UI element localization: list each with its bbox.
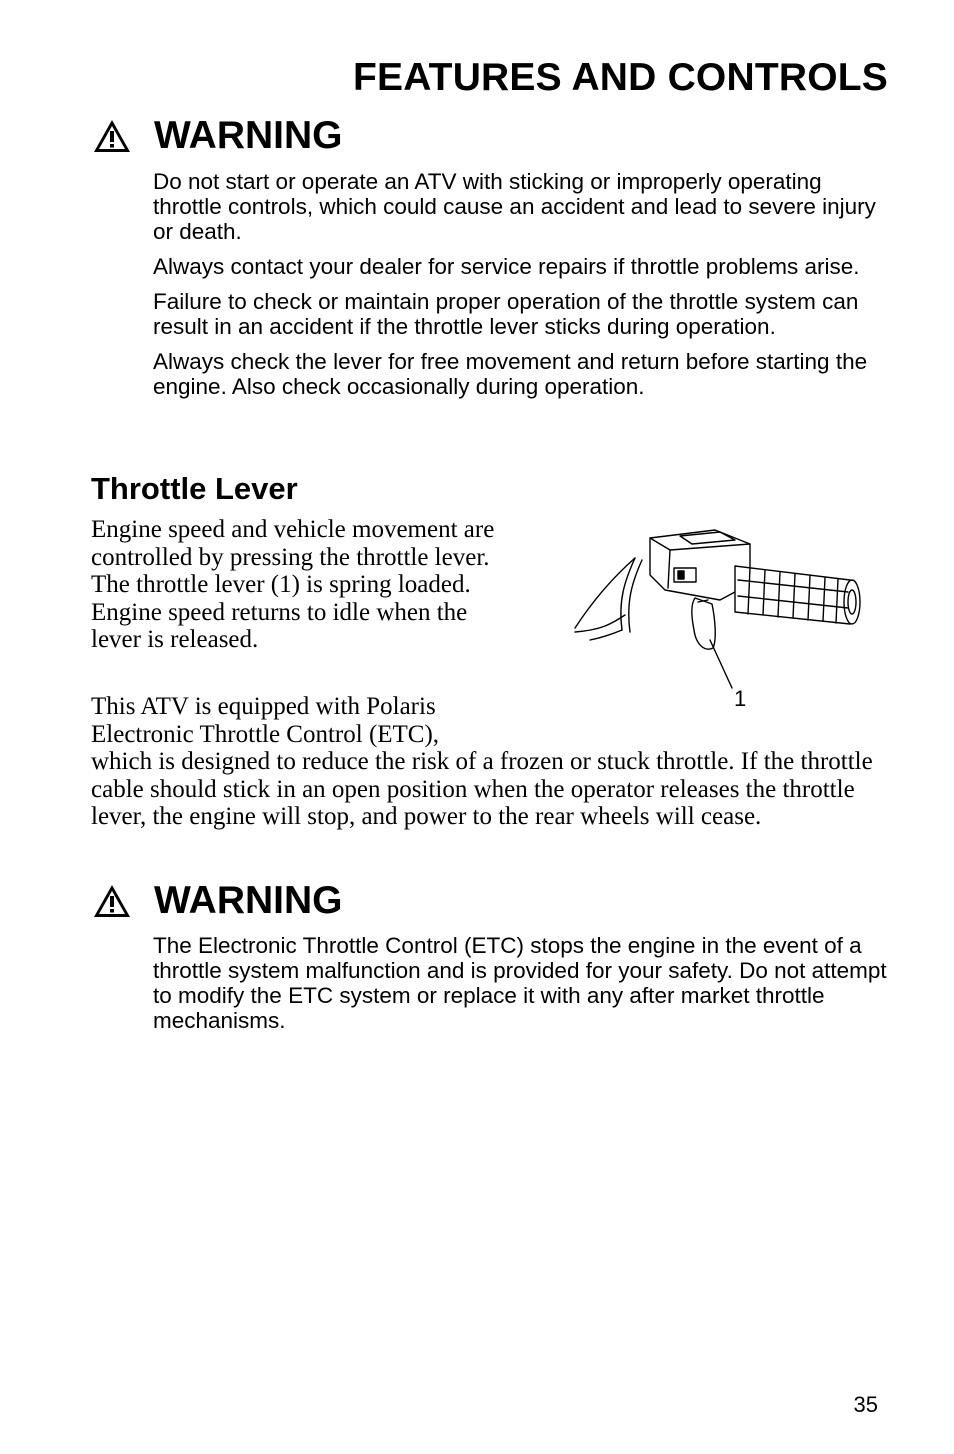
warning-paragraph: Always contact your dealer for service repairs if throttle problems arise.: [153, 254, 860, 279]
warning-icon: [92, 883, 132, 919]
body-paragraph: [91, 693, 891, 831]
subsection-heading: Throttle Lever: [91, 471, 298, 506]
warning-label: WARNING: [154, 879, 343, 922]
warning-body: [153, 933, 893, 1043]
warning-paragraph: Always check the lever for free movement and return before starting the engine. Also check occasionally during operation.: [153, 349, 868, 399]
throttle-lever-illustration: [570, 520, 870, 720]
section-title: FEATURES AND CONTROLS: [352, 56, 888, 99]
figure-callout: 1: [734, 686, 747, 711]
warning-paragraph: Failure to check or maintain proper operation of the throttle system can result in an accident if the throttle lever sticks during operation.: [153, 289, 859, 339]
warning-heading: [92, 116, 343, 155]
warning-heading: [92, 881, 343, 920]
body-paragraph-rest: which is designed to reduce the risk of a frozen or stuck throttle. If the throttle cable should stick in an open position when the operator releases the throttle lever, the engine will stop, and power to the rear wheels will cease.: [91, 748, 873, 830]
warning-label: WARNING: [154, 114, 343, 157]
warning-paragraph: Do not start or operate an ATV with sticking or improperly operating throttle controls, which could cause an accident and lead to severe injury or death.: [153, 169, 876, 244]
body-paragraph: Engine speed and vehicle movement are controlled by pressing the throttle lever. The throttle lever (1) is spring loaded. Engine speed returns to idle when the lever is released.: [91, 516, 495, 653]
body-paragraph-lead: This ATV is equipped with Polaris Electronic Throttle Control (ETC),: [91, 693, 440, 748]
warning-paragraph: The Electronic Throttle Control (ETC) stops the engine in the event of a throttle system malfunction and is provided for your safety. Do not attempt to modify the ETC system or replace it with any after market throttle mechanisms.: [153, 933, 887, 1033]
warning-body: [153, 169, 893, 409]
page-number: 35: [853, 1392, 878, 1417]
warning-icon: [92, 118, 132, 154]
